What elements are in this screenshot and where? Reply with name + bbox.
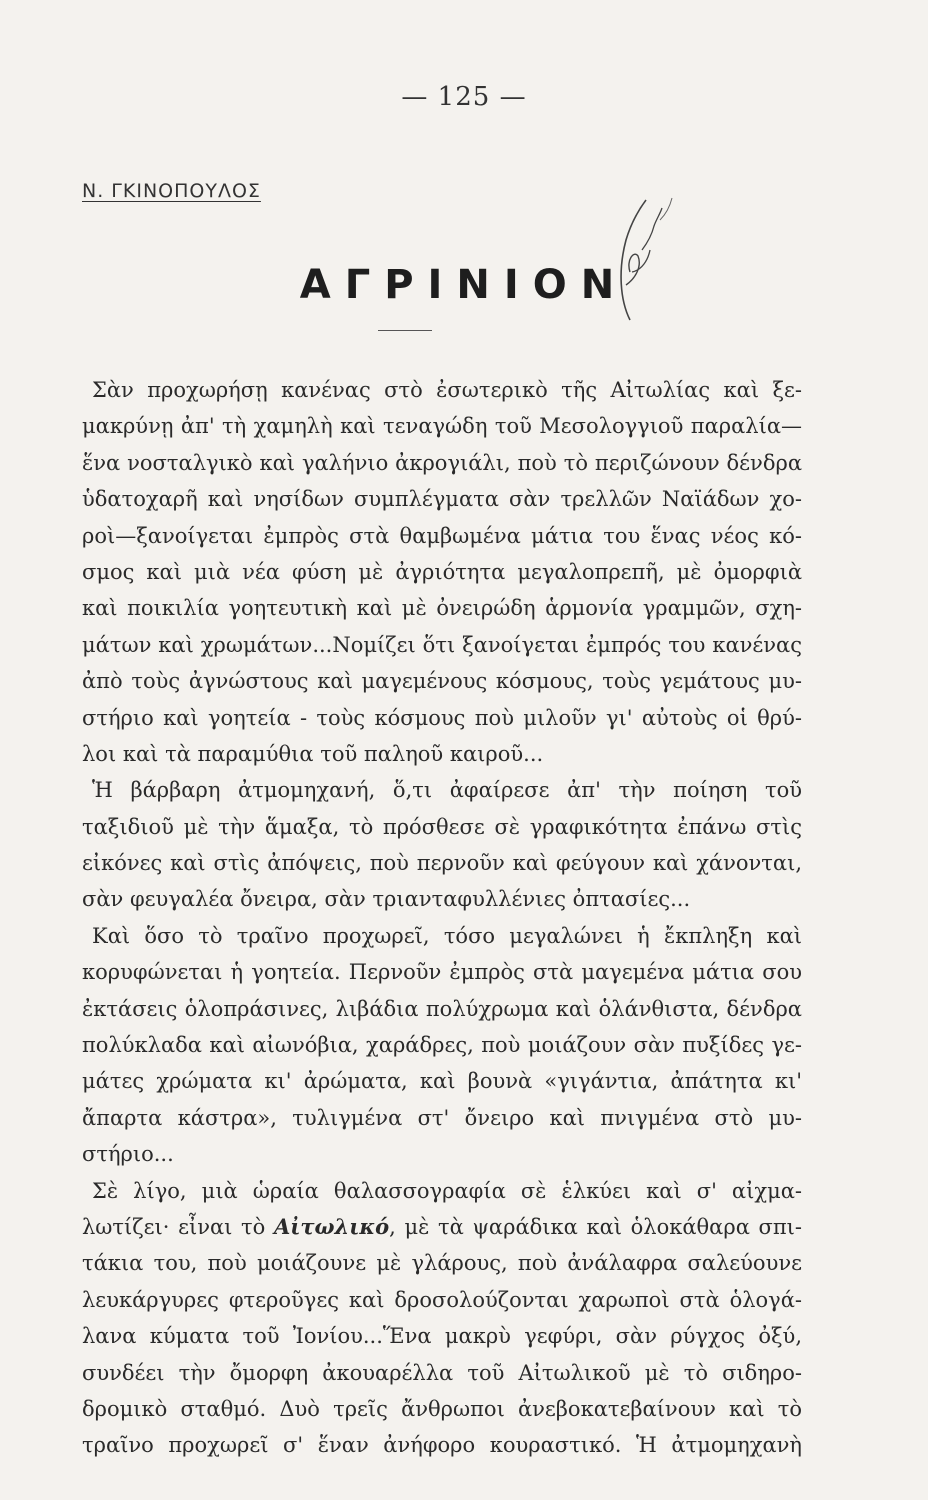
text-line: Καὶ ὅσο τὸ τραῖνο προχωρεῖ, τόσο μεγαλώνει ἡ ἔκπληξη καὶ [92, 923, 802, 948]
text-line: λανα κύματα τοῦ Ἰονίου...Ἕνα μακρὺ γεφύρι, σὰν ρύγχος ὀξύ, [82, 1324, 802, 1349]
text-line: λοι καὶ τὰ παραμύθια τοῦ παληοῦ καιροῦ... [82, 741, 544, 766]
text-line: λευκάργυρες φτεροῦγες καὶ δροσολούζονται χαρωποὶ στὰ ὁλογά- [82, 1287, 802, 1312]
text-line: τραῖνο προχωρεῖ σ' ἕναν ἀνήφορο κουραστικό. Ἡ ἀτμομηχανὴ [82, 1433, 802, 1458]
text-line: συνδέει τὴν ὄμορφη ἀκουαρέλλα τοῦ Αἰτωλικοῦ μὲ τὸ σιδηρο- [82, 1360, 802, 1385]
text-line: πολύκλαδα καὶ αἰωνόβια, χαράδρες, ποὺ μοιάζουν σὰν πυξίδες γε- [82, 1033, 802, 1058]
text-line: Ἡ βάρβαρη ἀτμομηχανή, ὅ,τι ἀφαίρεσε ἀπ' τὴν ποίηση τοῦ [92, 778, 802, 803]
title-divider [378, 330, 432, 331]
text-line: μακρύνῃ ἀπ' τὴ χαμηλὴ καὶ τεναγώδη τοῦ Μεσολογγιοῦ παραλία— [82, 414, 802, 439]
text-line: μάτων καὶ χρωμάτων...Νομίζει ὅτι ξανοίγεται ἐμπρός του κανένας [82, 632, 802, 657]
text-line: ἀπὸ τοὺς ἀγνώστους καὶ μαγεμένους κόσμους, τοὺς γεμάτους μυ- [82, 669, 802, 694]
body-text [82, 372, 802, 1464]
handwritten-signature [590, 190, 680, 330]
text-line: ἕνα νοσταλγικὸ καὶ γαλήνιο ἀκρογιάλι, ποὺ τὸ περιζώνουν δένδρα [82, 450, 802, 475]
text-line: Σὲ λίγο, μιὰ ὡραία θαλασσογραφία σὲ ἑλκύει καὶ σ' αἰχμα- [92, 1178, 802, 1203]
text-line: ὑδατοχαρῆ καὶ νησίδων συμπλέγματα σὰν τρελλῶν Ναϊάδων χο- [82, 487, 802, 512]
text-line-mixed [82, 1209, 802, 1245]
text-line: ροὶ—ξανοίγεται ἐμπρὸς στὰ θαμβωμένα μάτια του ἕνας νέος κό- [82, 523, 802, 548]
text-segment: λωτίζει· εἶναι τὸ [82, 1214, 266, 1239]
text-line: Σὰν προχωρήσῃ κανένας στὸ ἐσωτερικὸ τῆς Αἰτωλίας καὶ ξε- [92, 378, 802, 402]
text-line: στήριο... [82, 1142, 174, 1167]
text-line: ἄπαρτα κάστρα», τυλιγμένα στ' ὄνειρο καὶ πνιγμένα στὸ μυ- [82, 1105, 802, 1130]
text-segment: , μὲ τὰ ψαράδικα καὶ ὁλοκάθαρα σπι- [389, 1214, 802, 1239]
text-line: ἐκτάσεις ὁλοπράσινες, λιβάδια πολύχρωμα καὶ ὁλάνθιστα, δένδρα [82, 996, 802, 1021]
text-line: εἰκόνες καὶ στὶς ἀπόψεις, ποὺ περνοῦν καὶ φεύγουν καὶ χάνονται, [82, 851, 802, 876]
chapter-title: ΑΓΡΙΝΙΟΝ [299, 262, 629, 308]
text-line: τάκια του, ποὺ μοιάζουνε μὲ γλάρους, ποὺ ἀνάλαφρα σαλεύουνε [82, 1251, 802, 1276]
page-number: — 125 — [401, 82, 527, 112]
text-line: ταξιδιοῦ μὲ τὴν ἅμαξα, τὸ πρόσθεσε σὲ γραφικότητα ἐπάνω στὶς [82, 814, 802, 839]
text-line: σμος καὶ μιὰ νέα φύση μὲ ἀγριότητα μεγαλοπρεπῆ, μὲ ὀμορφιὰ [82, 559, 802, 584]
text-line: μάτες χρώματα κι' ἀρώματα, καὶ βουνὰ «γιγάντια, ἀπάτητα κι' [82, 1069, 802, 1094]
text-line: κορυφώνεται ἡ γοητεία. Περνοῦν ἐμπρὸς στὰ μαγεμένα μάτια σου [82, 960, 802, 985]
text-line: στήριο καὶ γοητεία - τοὺς κόσμους ποὺ μιλοῦν γι' αὐτοὺς οἱ θρύ- [82, 705, 802, 730]
text-line: δρομικὸ σταθμό. Δυὸ τρεῖς ἄνθρωποι ἀνεβοκατεβαίνουν καὶ τὸ [82, 1396, 802, 1421]
text-line: καὶ ποικιλία γοητευτικὴ καὶ μὲ ὀνειρώδη ἁρμονία γραμμῶν, σχη- [82, 596, 802, 621]
text-line: σὰν φευγαλέα ὄνειρα, σὰν τριανταφυλλένιες ὀπτασίες... [82, 887, 691, 912]
author-name: Ν. ΓΚΙΝΟΠΟΥΛΟΣ [82, 180, 261, 202]
emphasized-place-name: Αἰτωλικό [273, 1213, 390, 1239]
